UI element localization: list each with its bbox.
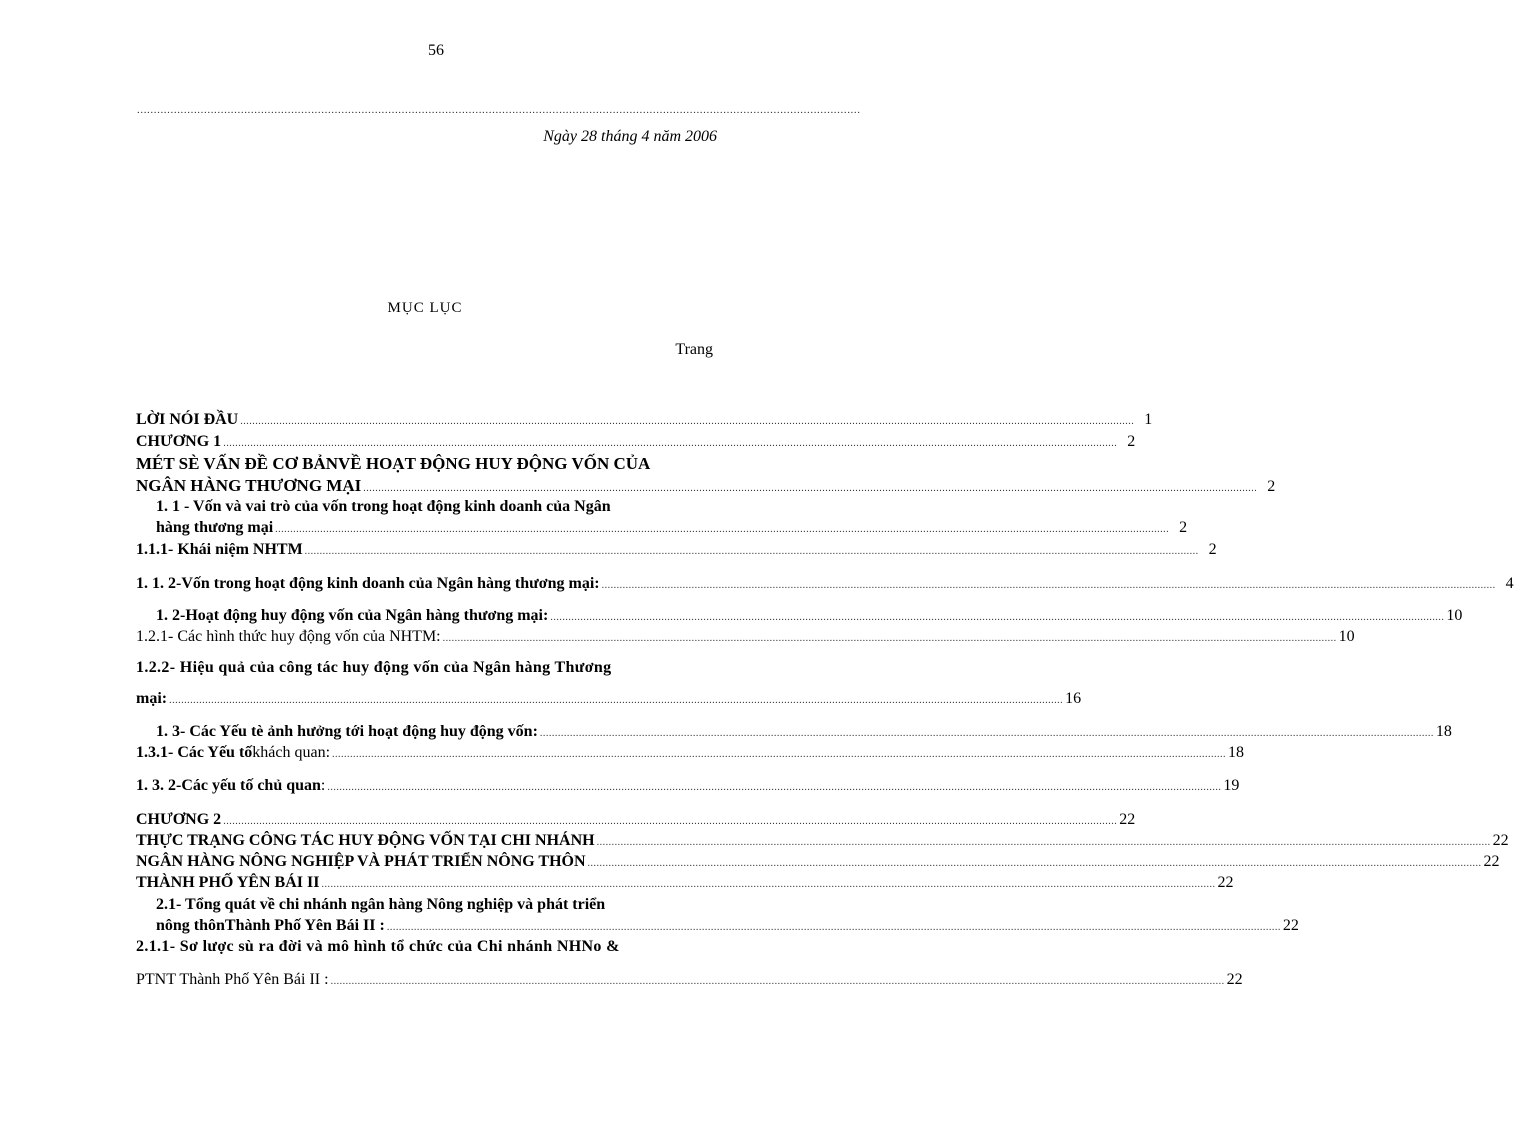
dot-leader: ..........................................................................................................................................................................................................................................................................................................	[442, 633, 1337, 644]
toc-entry[interactable]	[136, 776, 1240, 798]
toc-entry[interactable]	[136, 831, 1509, 853]
toc-title: MỤC LỤC	[387, 300, 463, 316]
toc-entry-page: 10	[1338, 628, 1355, 645]
toc-entry-text: CHƯƠNG 1	[136, 433, 222, 450]
dot-leader: ..........................................................................................................................................................................................................................................................................................................	[386, 922, 1281, 933]
toc-entry-page: 22	[1217, 874, 1234, 891]
toc-entry[interactable]	[136, 810, 1136, 832]
toc-entry-text: 1.1.1- Khái niệm NHTM	[136, 541, 303, 558]
dot-leader: ..........................................................................................................................................................................................................................................................................................................	[304, 546, 1199, 557]
toc-entry[interactable]	[156, 606, 1463, 628]
page-column-label: Trang	[675, 341, 713, 358]
toc-entry-page: 22	[1492, 832, 1509, 849]
toc-entry-text: THỰC TRẠNG CÔNG TÁC HUY ĐỘNG VỐN TẠI CHI NHÁNH	[136, 832, 595, 849]
toc-entry[interactable]	[136, 476, 1276, 499]
toc-entry-page: 19	[1223, 777, 1240, 794]
toc-entry-text: 1.2.1- Các hình thức huy động vốn của NHTM:	[136, 628, 441, 645]
date-line: Ngày 28 tháng 4 năm 2006	[543, 128, 717, 145]
toc-entry-text: CHƯƠNG 2	[136, 811, 222, 828]
toc-entry[interactable]	[136, 689, 1082, 711]
dot-leader: ..........................................................................................................................................................................................................................................................................................................	[275, 524, 1170, 535]
dot-leader: ..........................................................................................................................................................................................................................................................................................................	[321, 879, 1216, 890]
toc-entry-text: hàng thương mại	[156, 519, 274, 536]
dot-leader: ..........................................................................................................................................................................................................................................................................................................	[601, 580, 1496, 591]
dot-leader: ..........................................................................................................................................................................................................................................................................................................	[587, 858, 1482, 869]
toc-entry-text: 1. 1. 2-Vốn trong hoạt động kinh doanh của Ngân hàng thương mại:	[136, 575, 600, 592]
toc-entry-text: 1. 2-Hoạt động huy động vốn của Ngân hàng thương mại:	[156, 607, 549, 624]
toc-entry-text[interactable]: 2.1- Tổng quát về chi nhánh ngân hàng Nông nghiệp và phát triển	[156, 896, 606, 913]
toc-entry-page: 2	[1127, 433, 1136, 450]
toc-entry-text[interactable]	[136, 937, 720, 957]
toc-entry-text: :	[320, 777, 326, 794]
dot-leader: ..........................................................................................................................................................................................................................................................................................................	[240, 416, 1135, 427]
toc-entry[interactable]	[136, 432, 1136, 454]
toc-entry-text[interactable]: 1. 1 - Vốn và vai trò của vốn trong hoạt động kinh doanh của Ngân	[156, 498, 611, 515]
toc-entry-page: 10	[1446, 607, 1463, 624]
dot-leader: ..........................................................................................................................................................................................................................................................................................................	[169, 695, 1064, 706]
toc-entry-text: NGÂN HÀNG NÔNG NGHIỆP VÀ PHÁT TRIỂN NÔNG THÔN	[136, 853, 586, 870]
toc-entry-text: PTNT Thành Phố Yên Bái II :	[136, 971, 329, 988]
dot-leader: ..........................................................................................................................................................................................................................................................................................................	[330, 976, 1225, 987]
toc-entry[interactable]	[136, 410, 1153, 432]
toc-entry-page: 22	[1226, 971, 1243, 988]
toc-entry[interactable]	[136, 743, 1245, 765]
dot-leader: ..........................................................................................................................................................................................................................................................................................................	[223, 816, 1118, 827]
toc-entry-page: 1	[1144, 411, 1153, 428]
toc-entry-page: 4	[1505, 575, 1514, 592]
toc-entry[interactable]	[156, 916, 1299, 938]
toc-entry-text: nông thônThành Phố Yên Bái II :	[156, 917, 385, 934]
dot-leader: ..........................................................................................................................................................................................................................................................................................................	[363, 483, 1258, 494]
toc-entry-text: 1.3.1- Các Yếu tố	[136, 744, 253, 761]
toc-entry-text: THÀNH PHỐ YÊN BÁI II	[136, 874, 320, 891]
dot-leader: ..........................................................................................................................................................................................................................................................................................................	[539, 728, 1434, 739]
toc-entry-page: 22	[1119, 811, 1136, 828]
toc-entry[interactable]	[136, 574, 1514, 596]
toc-entry[interactable]	[156, 722, 1452, 744]
toc-entry-page: 2	[1267, 478, 1276, 495]
toc-entry-text: khách quan:	[252, 744, 331, 761]
toc-entry-text: LỜI NÓI ĐẦU	[136, 411, 239, 428]
toc-entry-page: 18	[1228, 744, 1245, 761]
toc-entry-page: 2	[1179, 519, 1188, 536]
toc-entry-text[interactable]: MÉT SÈ VẤN ĐỀ CƠ BẢNVỀ HOẠT ĐỘNG HUY ĐỘNG VỐN CỦA	[136, 454, 651, 473]
dot-leader: ..........................................................................................................................................................................................................................................................................................................	[596, 837, 1491, 848]
toc-entry-text: 2.1.1- Sơ lược sù ra đời và mô hình tổ chức của Chi nhánh NHNo &	[136, 938, 620, 955]
toc-entry-text: 1. 3. 2-Các yếu tố chủ quan	[136, 777, 321, 794]
toc-entry-page: 22	[1282, 917, 1299, 934]
toc-entry-page: 2	[1208, 541, 1217, 558]
toc-entry[interactable]	[156, 518, 1188, 540]
toc-entry[interactable]	[136, 627, 1355, 649]
dot-leader: ..........................................................................................................................................................................................................................................................................................................	[223, 438, 1118, 449]
toc-entry-page: 16	[1065, 690, 1082, 707]
dot-leader: ..........................................................................................................................................................................................................................................................................................................	[550, 612, 1445, 623]
toc-entry[interactable]	[136, 540, 1217, 562]
toc-entry[interactable]	[136, 873, 1234, 895]
toc-entry-page: 22	[1483, 853, 1500, 870]
toc-entry[interactable]	[136, 852, 1500, 874]
dotted-line: ........................................................................................................................................................................................................................	[137, 104, 861, 116]
toc-entry-text: mại:	[136, 690, 168, 707]
toc-entry-text: 1. 3- Các Yếu tè ảnh hưởng tới hoạt động huy động vốn:	[156, 723, 538, 740]
toc-entry-text[interactable]: 1.2.2- Hiệu quả của công tác huy động vốn của Ngân hàng Thương	[136, 659, 612, 676]
page-number: 56	[428, 42, 444, 59]
dot-leader: ..........................................................................................................................................................................................................................................................................................................	[332, 749, 1227, 760]
toc-entry-page: 18	[1435, 723, 1452, 740]
toc-entry-text: NGÂN HÀNG THƯƠNG MẠI	[136, 476, 362, 495]
dot-leader: ..........................................................................................................................................................................................................................................................................................................	[327, 782, 1222, 793]
toc-entry[interactable]	[136, 970, 1243, 992]
